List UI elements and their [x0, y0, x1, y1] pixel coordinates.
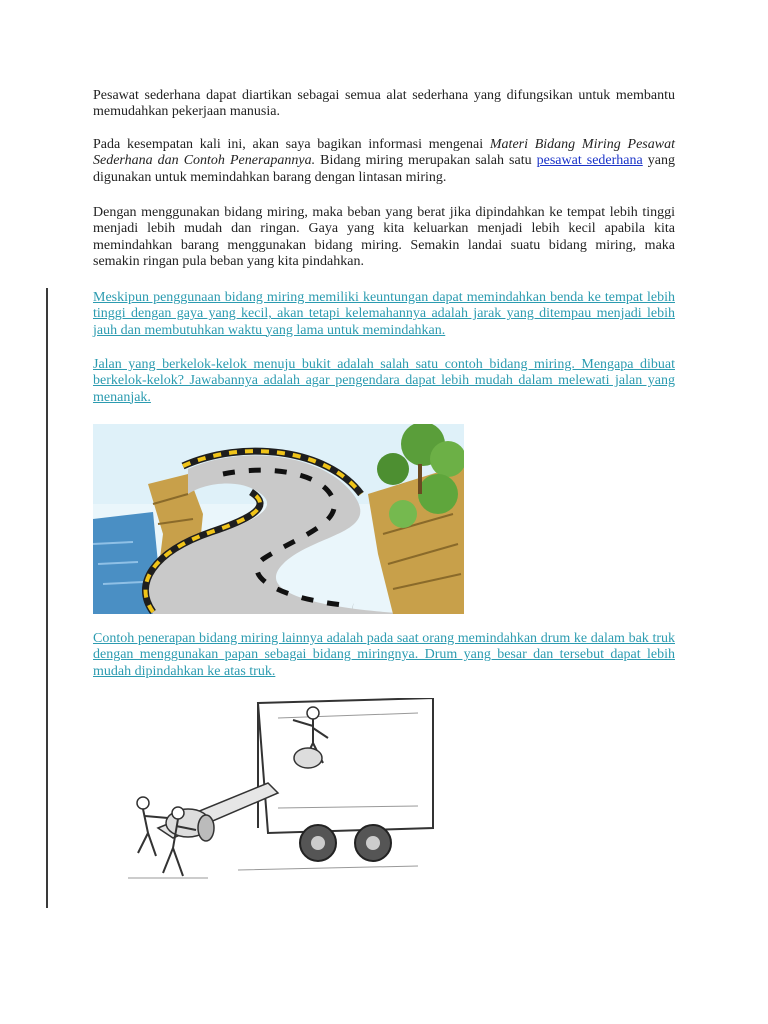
paragraph-benefit: Dengan menggunakan bidang miring, maka beban yang berat jika dipindahkan ke tempat lebih tinggi menjadi lebih mudah dan ringan. Gaya yang kita keluarkan menjadi lebih kecil apabila kita memindahkan barang menggunakan bidang miring. Semakin landai suatu bidang miring, maka semakin ringan pula beban yang kita pindahkan.: [93, 205, 675, 269]
paragraph-info-title: Materi Bidang Miring Pesawat Sederhana dan Contoh Penerapannya.: [93, 137, 675, 169]
pesawat-sederhana-link[interactable]: pesawat sederhana: [536, 153, 643, 169]
paragraph-info-end: yang digunakan untuk memindahkan barang dengan lintasan miring.: [93, 153, 675, 185]
paragraph-info: [93, 137, 675, 186]
paragraph-truck-example[interactable]: Contoh penerapan bidang miring lainnya adalah pada saat orang memindahkan drum ke dalam bak truk dengan menggunakan papan sebagai bidang miringnya. Drum yang besar dan tersebut dapat lebih mudah dipindahkan ke atas truk.: [93, 631, 675, 679]
margin-change-bar: [46, 288, 48, 908]
truck-ramp-illustration: [118, 698, 438, 890]
paragraph-info-start: Pada kesempatan kali ini, akan saya bagikan informasi mengenai: [93, 137, 490, 152]
paragraph-intro: Pesawat sederhana dapat diartikan sebagai semua alat sederhana yang difungsikan untuk membantu memudahkan pekerjaan manusia.: [93, 88, 675, 120]
winding-road-illustration: [93, 424, 464, 614]
paragraph-info-mid: Bidang miring merupakan salah satu: [315, 153, 537, 169]
paragraph-winding-road[interactable]: Jalan yang berkelok-kelok menuju bukit adalah salah satu contoh bidang miring. Mengapa dibuat berkelok-kelok? Jawabannya adalah agar pengendara dapat lebih mudah dalam melewati jalan yang menanjak.: [93, 357, 675, 405]
paragraph-weakness[interactable]: Meskipun penggunaan bidang miring memiliki keuntungan dapat memindahkan benda ke tempat lebih tinggi dengan gaya yang kecil, akan tetapi kelemahannya adalah jarak yang ditempau menjadi lebih jauh dan membutuhkan waktu yang lama untuk memindahkan.: [93, 290, 675, 338]
